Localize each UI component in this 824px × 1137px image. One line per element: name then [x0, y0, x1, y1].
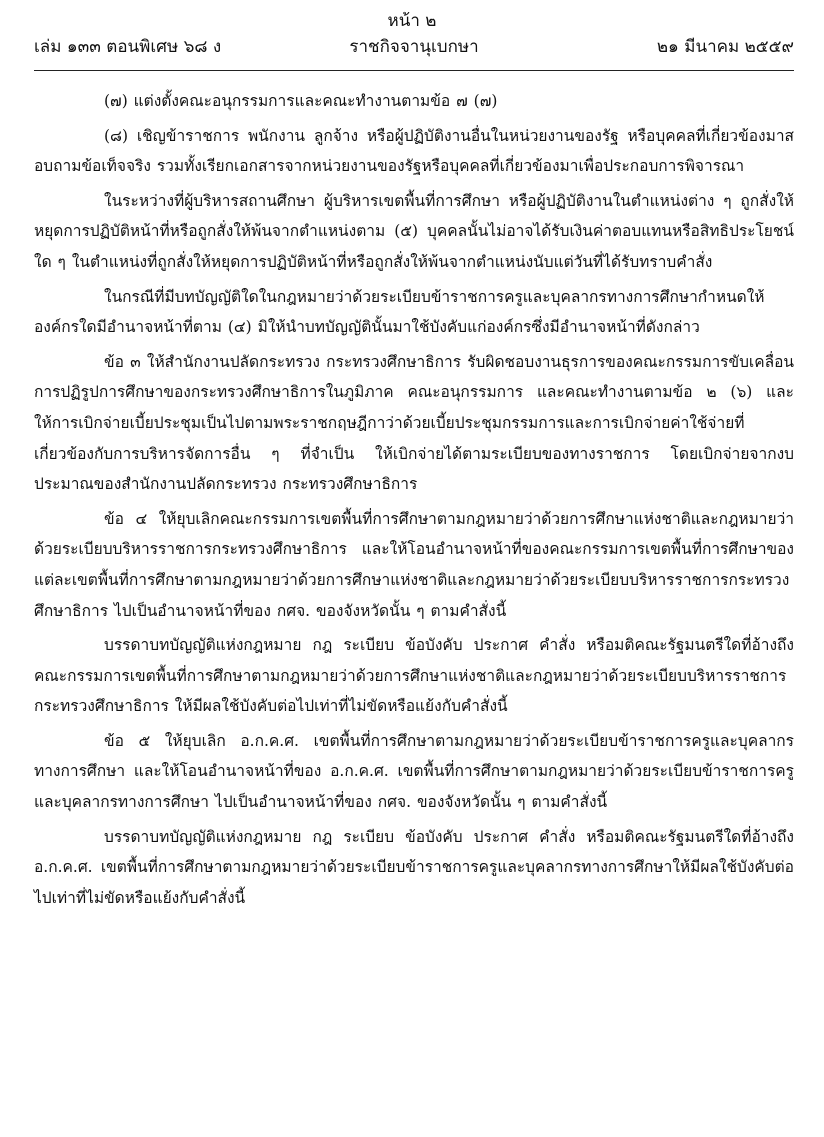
paragraph-authority: ในกรณีที่มีบทบัญญัติใดในกฎหมายว่าด้วยระเบียบข้าราชการครูและบุคลากรทางการศึกษากำหนดให้องค์กรใดมีอำนาจหน้าที่ตาม (๔) มิให้นำบทบัญญัตินั้นมาใช้บังคับแก่องค์กรซึ่งมีอำนาจหน้าที่ดังกล่าว	[34, 287, 765, 337]
paragraph-article-4-references: บรรดาบทบัญญัติแห่งกฎหมาย กฎ ระเบียบ ข้อบังคับ ประกาศ คำสั่ง หรือมติคณะรัฐมนตรีใดที่อ้างถึงคณะกรรมการเขตพื้นที่การศึกษาตามกฎหมายว่าด้วยการศึกษาแห่งชาติและกฎหมายว่าด้วยระเบียบบริหารราชการกระทรวงศึกษาธิการ ให้มีผลใช้บังคับต่อไปเท่าที่ไม่ขัดหรือแย้งกับคำสั่งนี้	[34, 636, 794, 716]
volume-info: เล่ม ๑๓๓ ตอนพิเศษ ๖๘ ง	[34, 37, 222, 57]
header-divider	[34, 70, 794, 71]
paragraph-article-3: ข้อ ๓ ให้สำนักงานปลัดกระทรวง กระทรวงศึกษาธิการ รับผิดชอบงานธุรการของคณะกรรมการขับเคลื่อนการปฏิรูปการศึกษาของกระทรวงศึกษาธิการในภูมิภาค คณะอนุกรรมการ และคณะทำงานตามข้อ ๒ (๖) และให้การเบิกจ่ายเบี้ยประชุมเป็นไปตามพระราชกฤษฎีกาว่าด้วยเบี้ยประชุมกรรมการและการเบิกจ่ายค่าใช้จ่ายที่เกี่ยวข้องกับการบริหารจัดการอื่น ๆ ที่จำเป็น ให้เบิกจ่ายได้ตามระเบียบของทางราชการ โดยเบิกจ่ายจากงบประมาณของสำนักงานปลัดกระทรวง กระทรวงศึกษาธิการ	[34, 352, 794, 494]
paragraph-suspension: ในระหว่างที่ผู้บริหารสถานศึกษา ผู้บริหารเขตพื้นที่การศึกษา หรือผู้ปฏิบัติงานในตำแหน่งต่าง ๆ ถูกสั่งให้หยุดการปฏิบัติหน้าที่หรือถูกสั่งให้พ้นจากตำแหน่งตาม (๕) บุคคลนั้นไม่อาจได้รับเงินค่าตอบแทนหรือสิทธิประโยชน์ใด ๆ ในตำแหน่งที่ถูกสั่งให้หยุดการปฏิบัติหน้าที่หรือถูกสั่งให้พ้นจากตำแหน่งนับแต่วันที่ได้รับทราบคำสั่ง	[34, 191, 794, 271]
paragraph-clause-7: (๗) แต่งตั้งคณะอนุกรรมการและคณะทำงานตามข้อ ๗ (๗)	[104, 92, 498, 110]
gazette-header	[34, 36, 794, 60]
paragraph-article-5: ข้อ ๕ ให้ยุบเลิก อ.ก.ค.ศ. เขตพื้นที่การศึกษาตามกฎหมายว่าด้วยระเบียบข้าราชการครูและบุคลากรทางการศึกษา และให้โอนอำนาจหน้าที่ของ อ.ก.ค.ศ. เขตพื้นที่การศึกษาตามกฎหมายว่าด้วยระเบียบข้าราชการครูและบุคลากรทางการศึกษา ไปเป็นอำนาจหน้าที่ของ กศจ. ของจังหวัดนั้น ๆ ตามคำสั่งนี้	[34, 731, 794, 812]
publication-date: ๒๑ มีนาคม ๒๕๕๙	[656, 37, 794, 57]
paragraph-article-5-references: บรรดาบทบัญญัติแห่งกฎหมาย กฎ ระเบียบ ข้อบังคับ ประกาศ คำสั่ง หรือมติคณะรัฐมนตรีใดที่อ้างถึง อ.ก.ค.ศ. เขตพื้นที่การศึกษาตามกฎหมายว่าด้วยระเบียบข้าราชการครูและบุคลากรทางการศึกษาให้มีผลใช้บังคับต่อไปเท่าที่ไม่ขัดหรือแย้งกับคำสั่งนี้	[34, 827, 794, 907]
publication-title: ราชกิจจานุเบกษา	[349, 37, 479, 57]
page-number: หน้า ๒	[387, 11, 437, 31]
paragraph-clause-8: (๘) เชิญข้าราชการ พนักงาน ลูกจ้าง หรือผู้ปฏิบัติงานอื่นในหน่วยงานของรัฐ หรือบุคคลที่เกี่ยวข้องมาสอบถามข้อเท็จจริง รวมทั้งเรียกเอกสารจากหน่วยงานของรัฐหรือบุคคลที่เกี่ยวข้องมาเพื่อประกอบการพิจารณา	[34, 126, 794, 176]
document-body	[34, 86, 794, 917]
paragraph-article-4: ข้อ ๔ ให้ยุบเลิกคณะกรรมการเขตพื้นที่การศึกษาตามกฎหมายว่าด้วยการศึกษาแห่งชาติและกฎหมายว่าด้วยระเบียบบริหารราชการกระทรวงศึกษาธิการ และให้โอนอำนาจหน้าที่ของคณะกรรมการเขตพื้นที่การศึกษาของแต่ละเขตพื้นที่การศึกษาตามกฎหมายว่าด้วยการศึกษาแห่งชาติและกฎหมายว่าด้วยระเบียบบริหารราชการกระทรวงศึกษาธิการ ไปเป็นอำนาจหน้าที่ของ กศจ. ของจังหวัดนั้น ๆ ตามคำสั่งนี้	[34, 509, 794, 620]
